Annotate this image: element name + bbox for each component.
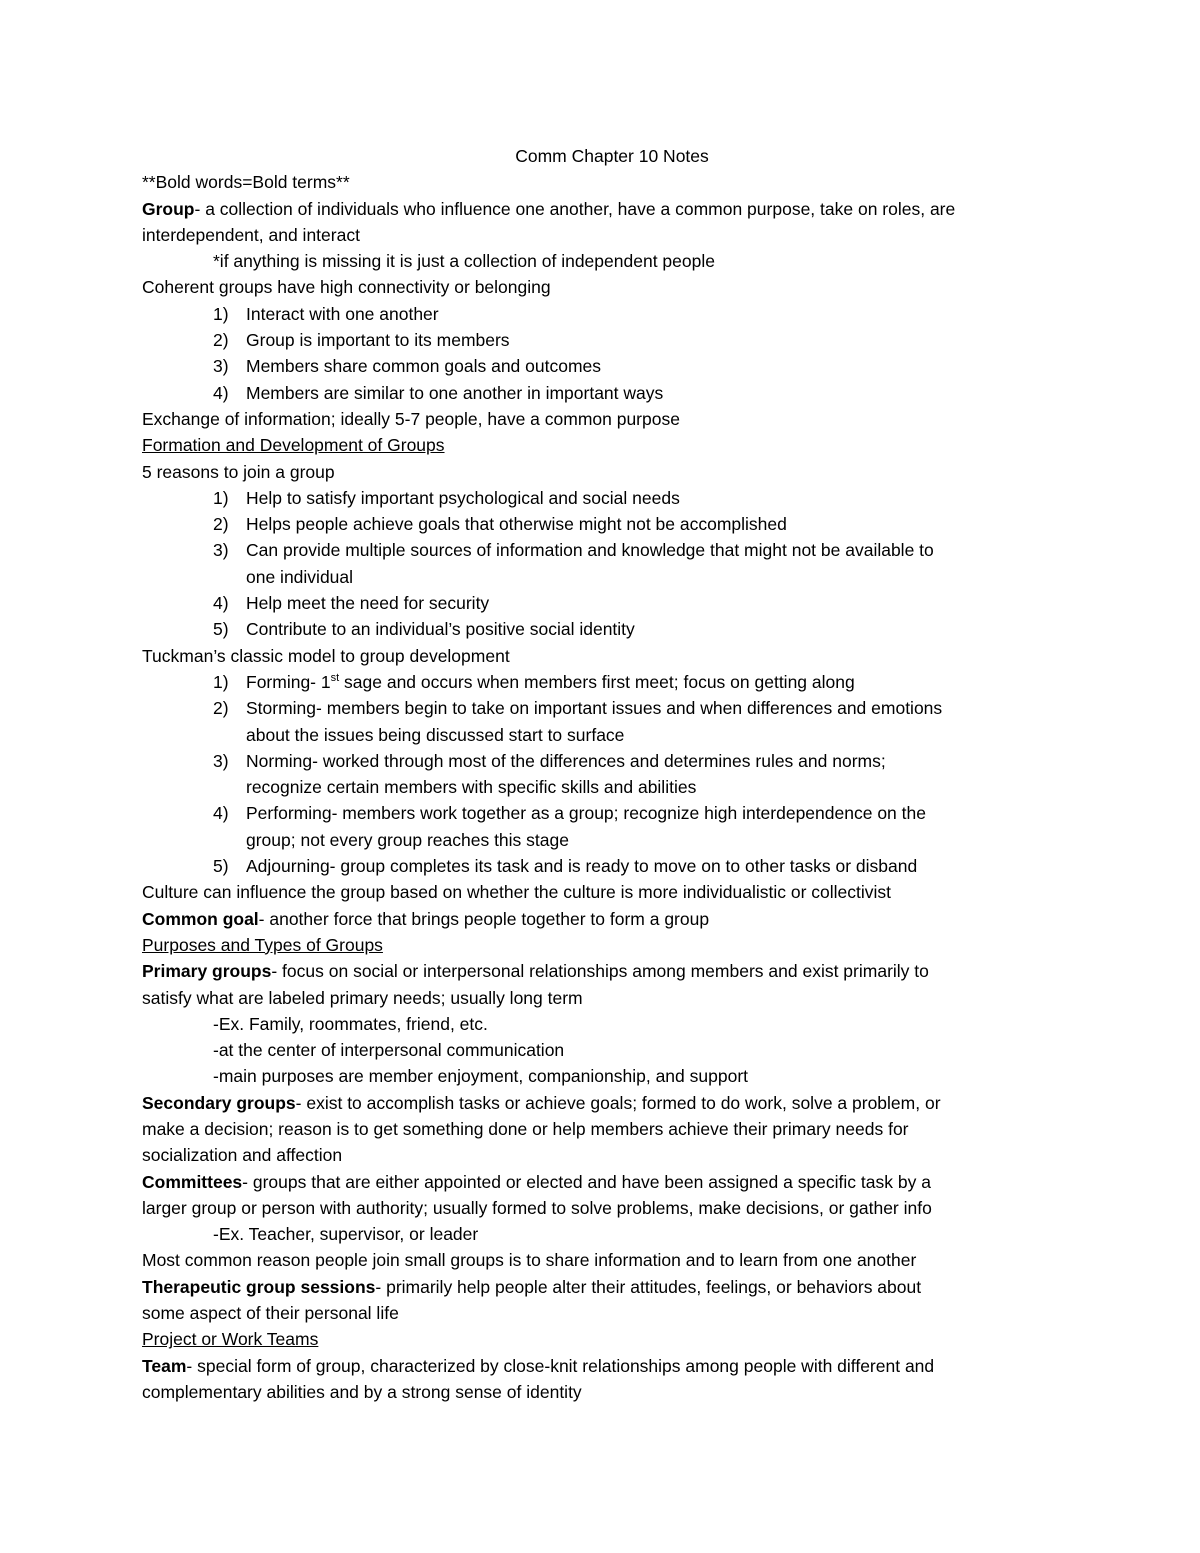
primary-example: -Ex. Family, roommates, friend, etc. [213, 1013, 488, 1034]
group-definition-cont: interdependent, and interact [142, 224, 360, 245]
term-secondary-groups: Secondary groups [142, 1092, 296, 1113]
document-body [142, 143, 1082, 1405]
list-item: 1) Help to satisfy important psychological and social needs [213, 487, 680, 508]
common-goal: Common goal- another force that brings people together to form a group [142, 908, 710, 929]
heading-project: Project or Work Teams [142, 1329, 319, 1350]
list-item: 5) Contribute to an individual’s positive social identity [213, 619, 635, 640]
team-definition: Team- special form of group, characterized by close-knit relationships among people with different and [142, 1355, 935, 1376]
list-item: 3) Can provide multiple sources of information and knowledge that might not be available to [213, 540, 934, 561]
exchange-info: Exchange of information; ideally 5-7 people, have a common purpose [142, 408, 680, 429]
list-item: 1) Forming- 1st sage and occurs when members first meet; focus on getting along [213, 671, 855, 692]
list-item: 4) Performing- members work together as a group; recognize high interdependence on the [213, 803, 926, 824]
primary-groups: Primary groups- focus on social or interpersonal relationships among members and exist primarily to [142, 961, 929, 982]
primary-center: -at the center of interpersonal communication [213, 1040, 565, 1061]
list-item: 1) Interact with one another [213, 303, 439, 324]
list-item-cont: recognize certain members with specific skills and abilities [246, 777, 697, 798]
primary-groups-cont: satisfy what are labeled primary needs; usually long term [142, 987, 583, 1008]
list-item: 4) Help meet the need for security [213, 593, 490, 614]
list-item: 3) Members share common goals and outcomes [213, 356, 602, 377]
term-team: Team [142, 1355, 187, 1376]
tuckman-model: Tuckman’s classic model to group development [142, 645, 510, 666]
committees-example: -Ex. Teacher, supervisor, or leader [213, 1224, 479, 1245]
term-group: Group [142, 198, 195, 219]
term-committees: Committees [142, 1171, 243, 1192]
committees: Committees- groups that are either appointed or elected and have been assigned a specific task by a [142, 1171, 931, 1192]
heading-purposes: Purposes and Types of Groups [142, 934, 383, 955]
list-item: 2) Storming- members begin to take on important issues and when differences and emotions [213, 698, 943, 719]
list-item: 3) Norming- worked through most of the differences and determines rules and norms; [213, 750, 886, 771]
coherent-groups: Coherent groups have high connectivity or belonging [142, 277, 551, 298]
heading-formation: Formation and Development of Groups [142, 435, 445, 456]
list-item-cont: one individual [246, 566, 354, 587]
therapeutic-cont: some aspect of their personal life [142, 1303, 399, 1324]
list-item: 2) Helps people achieve goals that otherwise might not be accomplished [213, 514, 787, 535]
missing-note: *if anything is missing it is just a collection of independent people [213, 251, 715, 272]
list-item-cont: group; not every group reaches this stage [246, 829, 569, 850]
committees-cont: larger group or person with authority; usually formed to solve problems, make decisions, or gather info [142, 1197, 932, 1218]
list-item: 2) Group is important to its members [213, 330, 510, 351]
term-common-goal: Common goal [142, 908, 259, 929]
secondary-groups-cont: make a decision; reason is to get something done or help members achieve their primary needs for [142, 1118, 909, 1139]
reasons-title: 5 reasons to join a group [142, 461, 335, 482]
term-primary-groups: Primary groups [142, 961, 272, 982]
most-common-reason: Most common reason people join small groups is to share information and to learn from one another [142, 1250, 917, 1271]
document-title: Comm Chapter 10 Notes [515, 146, 709, 166]
primary-purposes: -main purposes are member enjoyment, companionship, and support [213, 1066, 749, 1087]
list-item: 5) Adjourning- group completes its task and is ready to move on to other tasks or disband [213, 856, 918, 877]
team-definition-cont: complementary abilities and by a strong sense of identity [142, 1381, 582, 1402]
secondary-groups-cont: socialization and affection [142, 1145, 343, 1166]
culture-note: Culture can influence the group based on whether the culture is more individualistic or collectivist [142, 882, 892, 903]
bold-terms-note: **Bold words=Bold terms** [142, 172, 350, 193]
term-therapeutic: Therapeutic group sessions [142, 1276, 376, 1297]
list-item: 4) Members are similar to one another in important ways [213, 382, 664, 403]
group-definition: Group- a collection of individuals who influence one another, have a common purpose, take on roles, are [142, 198, 956, 219]
secondary-groups: Secondary groups- exist to accomplish tasks or achieve goals; formed to do work, solve a problem, or [142, 1092, 941, 1113]
therapeutic-sessions: Therapeutic group sessions- primarily help people alter their attitudes, feelings, or behaviors about [142, 1276, 922, 1297]
list-item-cont: about the issues being discussed start to surface [246, 724, 625, 745]
